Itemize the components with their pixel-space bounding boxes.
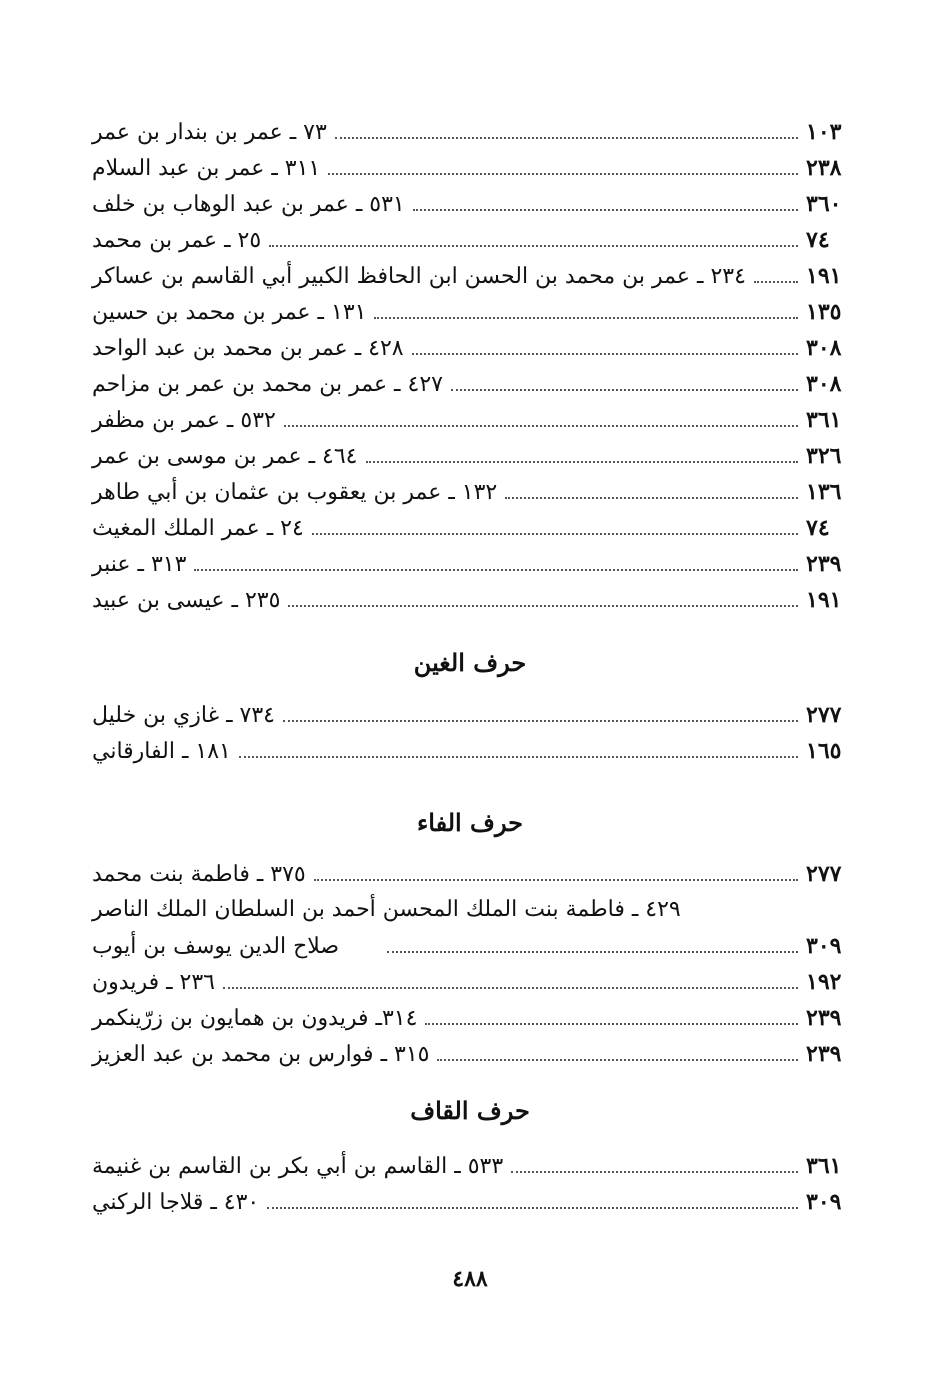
entry-page: ١٩١ bbox=[806, 263, 842, 289]
entry-text: ٥٣٣ ـ القاسم بن أبي بكر بن القاسم بن غنيمة bbox=[92, 1154, 504, 1179]
entry-text: ٧٣ ـ عمر بن بندار بن عمر bbox=[92, 120, 327, 145]
leader-dots bbox=[284, 425, 798, 427]
entries-fa bbox=[92, 856, 850, 1072]
leader-dots bbox=[267, 1207, 798, 1209]
leader-dots bbox=[511, 1171, 798, 1173]
entries-ghain bbox=[92, 697, 850, 769]
section-heading-qaf: حرف القاف bbox=[410, 1096, 530, 1125]
entry-text: ٤٢٧ ـ عمر بن محمد بن عمر بن مزاحم bbox=[92, 372, 443, 397]
entry-text: ٢٤ ـ عمر الملك المغيث bbox=[92, 516, 304, 541]
entry-page: ١٦٥ bbox=[806, 738, 842, 764]
leader-dots bbox=[366, 461, 799, 463]
index-entry bbox=[92, 366, 850, 402]
leader-dots bbox=[223, 987, 798, 989]
entry-text: ٧٣٤ ـ غازي بن خليل bbox=[92, 703, 275, 728]
leader-dots bbox=[314, 879, 798, 881]
entry-text: صلاح الدين يوسف بن أيوب bbox=[92, 934, 340, 959]
entry-page: ٣٦١ bbox=[806, 407, 842, 433]
entries-qaf bbox=[92, 1148, 850, 1220]
index-entry bbox=[92, 294, 850, 330]
entry-page: ٣٠٩ bbox=[806, 1189, 842, 1215]
index-entry bbox=[92, 1000, 850, 1036]
entry-page: ٣٦١ bbox=[806, 1153, 842, 1179]
entry-text: ١٣٢ ـ عمر بن يعقوب بن عثمان بن أبي طاهر bbox=[92, 480, 498, 505]
section-heading-ghain: حرف الغين bbox=[413, 648, 527, 677]
leader-dots bbox=[412, 353, 798, 355]
entry-page: ٢٧٧ bbox=[806, 861, 842, 887]
entry-page: ١٩٢ bbox=[806, 969, 842, 995]
leader-dots bbox=[288, 605, 798, 607]
leader-dots bbox=[451, 389, 798, 391]
index-entry bbox=[92, 1184, 850, 1220]
entry-page: ٢٣٩ bbox=[806, 551, 842, 577]
index-entry bbox=[92, 892, 850, 928]
entry-text: ٤٢٩ ـ فاطمة بنت الملك المحسن أحمد بن السلطان الملك الناصر bbox=[92, 897, 681, 922]
page-number: ٤٨٨ bbox=[452, 1266, 488, 1292]
index-entry bbox=[92, 733, 850, 769]
entry-page: ٣٦٠ bbox=[806, 191, 842, 217]
leader-dots bbox=[437, 1059, 798, 1061]
entry-text: ٣١٤ـ فريدون بن همايون بن زرّينكمر bbox=[92, 1006, 418, 1031]
leader-dots bbox=[505, 497, 798, 499]
index-entry bbox=[92, 510, 850, 546]
leader-dots bbox=[312, 533, 798, 535]
section-heading-fa: حرف الفاء bbox=[416, 808, 524, 837]
index-entry bbox=[92, 546, 850, 582]
leader-dots bbox=[374, 317, 798, 319]
entry-text: ٤٣٠ ـ قلاجا الركني bbox=[92, 1190, 260, 1215]
leader-dots bbox=[239, 756, 798, 758]
entry-page: ١٣٦ bbox=[806, 479, 842, 505]
index-entry bbox=[92, 964, 850, 1000]
index-entry bbox=[92, 222, 850, 258]
entry-text: ٥٣١ ـ عمر بن عبد الوهاب بن خلف bbox=[92, 192, 405, 217]
entry-page: ٢٣٩ bbox=[806, 1005, 842, 1031]
entry-page: ٣٠٨ bbox=[806, 335, 842, 361]
index-entry-continuation bbox=[92, 928, 850, 964]
entry-page: ٢٧٧ bbox=[806, 702, 842, 728]
index-entry bbox=[92, 150, 850, 186]
leader-dots bbox=[754, 281, 798, 283]
entry-text: ٢٣٦ ـ فريدون bbox=[92, 970, 215, 995]
entry-page: ١٠٣ bbox=[806, 119, 842, 145]
entry-text: ٣١٣ ـ عنبر bbox=[92, 552, 187, 577]
entry-page: ٣٠٩ bbox=[806, 933, 842, 959]
entry-text: ٥٣٢ ـ عمر بن مظفر bbox=[92, 408, 276, 433]
index-entry bbox=[92, 186, 850, 222]
entry-text: ١٨١ ـ الفارقاني bbox=[92, 739, 231, 764]
entry-text: ٢٥ ـ عمر بن محمد bbox=[92, 228, 262, 253]
leader-dots bbox=[413, 209, 798, 211]
leader-dots bbox=[387, 951, 798, 953]
index-entry bbox=[92, 697, 850, 733]
entry-page: ٧٤ bbox=[806, 227, 830, 253]
leader-dots bbox=[328, 173, 798, 175]
index-entry bbox=[92, 856, 850, 892]
entry-text: ٣١١ ـ عمر بن عبد السلام bbox=[92, 156, 321, 181]
entry-text: ٢٣٤ ـ عمر بن محمد بن الحسن ابن الحافظ الكبير أبي القاسم بن عساكر bbox=[92, 264, 746, 289]
index-entry bbox=[92, 582, 850, 618]
entry-text: ٣٧٥ ـ فاطمة بنت محمد bbox=[92, 862, 306, 887]
entry-page: ١٣٥ bbox=[806, 299, 842, 325]
index-entry bbox=[92, 1036, 850, 1072]
index-entry bbox=[92, 114, 850, 150]
index-entry bbox=[92, 474, 850, 510]
entry-page: ٣٠٨ bbox=[806, 371, 842, 397]
entry-text: ٤٢٨ ـ عمر بن محمد بن عبد الواحد bbox=[92, 336, 404, 361]
leader-dots bbox=[283, 720, 798, 722]
entry-page: ٢٣٩ bbox=[806, 1041, 842, 1067]
entry-text: ٤٦٤ ـ عمر بن موسى بن عمر bbox=[92, 444, 358, 469]
entry-page: ٧٤ bbox=[806, 515, 830, 541]
index-entry bbox=[92, 258, 850, 294]
entry-text: ١٣١ ـ عمر بن محمد بن حسين bbox=[92, 300, 367, 325]
entries-ain bbox=[92, 114, 850, 618]
entry-page: ٣٢٦ bbox=[806, 443, 842, 469]
entry-text: ٢٣٥ ـ عيسى بن عبيد bbox=[92, 588, 281, 613]
entry-text: ٣١٥ ـ فوارس بن محمد بن عبد العزيز bbox=[92, 1042, 430, 1067]
index-entry bbox=[92, 402, 850, 438]
entry-page: ٢٣٨ bbox=[806, 155, 842, 181]
leader-dots bbox=[269, 245, 798, 247]
index-entry bbox=[92, 438, 850, 474]
leader-dots bbox=[335, 137, 798, 139]
index-entry bbox=[92, 1148, 850, 1184]
leader-dots bbox=[194, 569, 798, 571]
index-entry bbox=[92, 330, 850, 366]
entry-page: ١٩١ bbox=[806, 587, 842, 613]
leader-dots bbox=[425, 1023, 798, 1025]
